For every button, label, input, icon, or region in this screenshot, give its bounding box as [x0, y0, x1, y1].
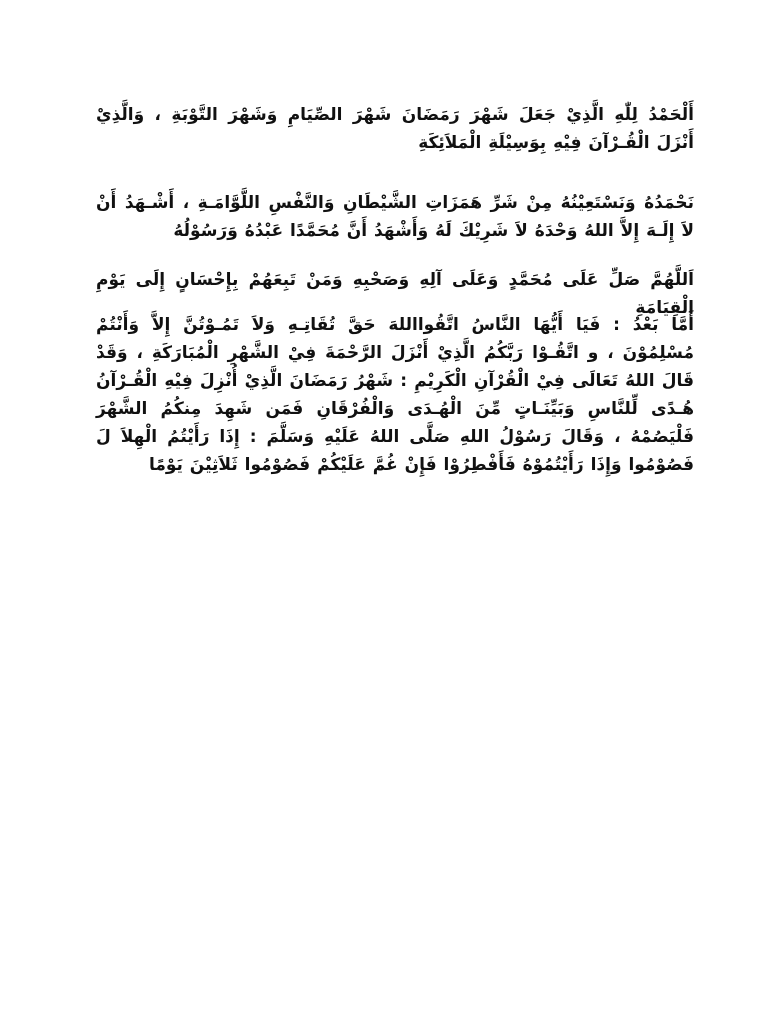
- testimony-paragraph: نَحْمَدُهُ وَنَسْتَعِيْنُهُ مِنْ شَرِّ هَمَزَاتِ الشَّيْطَانِ وَالنَّفْسِ اللَّوَّامَـةِ ، أَشْـهَدُ أَنْ لاَ إِلَـهَ إِلاَّ اللهُ وَحْدَهُ لاَ شَرِيْكَ لَهُ وَأَشْهَدُ أَنَّ مُحَمَّدًا عَبْدُهُ وَرَسُوْلُهُ: [96, 193, 694, 241]
- salawat-paragraph: اَللَّهُمَّ صَلِّ عَلَى مُحَمَّدٍ وَعَلَى آلِهِ وَصَحْبِهِ وَمَنْ تَبِعَهُمْ بِإِحْسَانٍ إِلَى يَوْمِ الْقِيَامَةِ: [96, 270, 694, 318]
- sermon-body-paragraph: أَمَّا بَعْدُ : فَيَا أَيُّهَا النَّاسُ اتَّقُوااللهَ حَقَّ تُقَاتِـهِ وَلاَ تَمُـوْتُنَّ إِلاَّ وَأَنْتُمْ مُسْلِمُوْنَ ، و اتَّقُـوْا رَبَّكُمُ الَّذِيْ أَنْزَلَ الرَّحْمَةَ فِيْ الشَّهْرِ الْمُبَارَكَةِ ، وَقَدْ قَالَ اللهُ تَعَالَى فِيْ الْقُرْآنِ الْكَرِيْمِ : شَهْرُ رَمَضَانَ الَّذِيْ أُنْزِلَ فِيْهِ الْقُـرْآنُ هُـدًى لِّلنَّاسِ وَبَيِّنَـاتٍ مِّنَ الْهُـدَى وَالْفُرْقَانِ فَمَن شَهِدَ مِنكُمُ الشَّهْرَ فَلْيَصُمْهُ ، وَقَالَ رَسُوْلُ اللهِ صَلَّى اللهُ عَلَيْهِ وَسَلَّمَ : إِذَا رَأَيْتُمُ الْهِلاَ لَ فَصُوْمُوا وَإِذَا رَأَيْتُمُوْهُ فَأَفْطِرُوْا فَإِنْ غُمَّ عَلَيْكُمْ فَصُوْمُوا ثَلاَثِيْنَ يَوْمًا: [96, 315, 694, 475]
- opening-praise-paragraph: أَلْحَمْدُ لِلّٰهِ الَّذِيْ جَعَلَ شَهْرَ رَمَضَانَ شَهْرَ الصِّيَامِ وَشَهْرَ التَّوْبَةِ ، وَالَّذِيْ أَنْزَلَ الْقُـرْآنَ فِيْهِ بِوَسِيْلَةِ الْمَلاَئِكَةِ: [96, 105, 694, 153]
